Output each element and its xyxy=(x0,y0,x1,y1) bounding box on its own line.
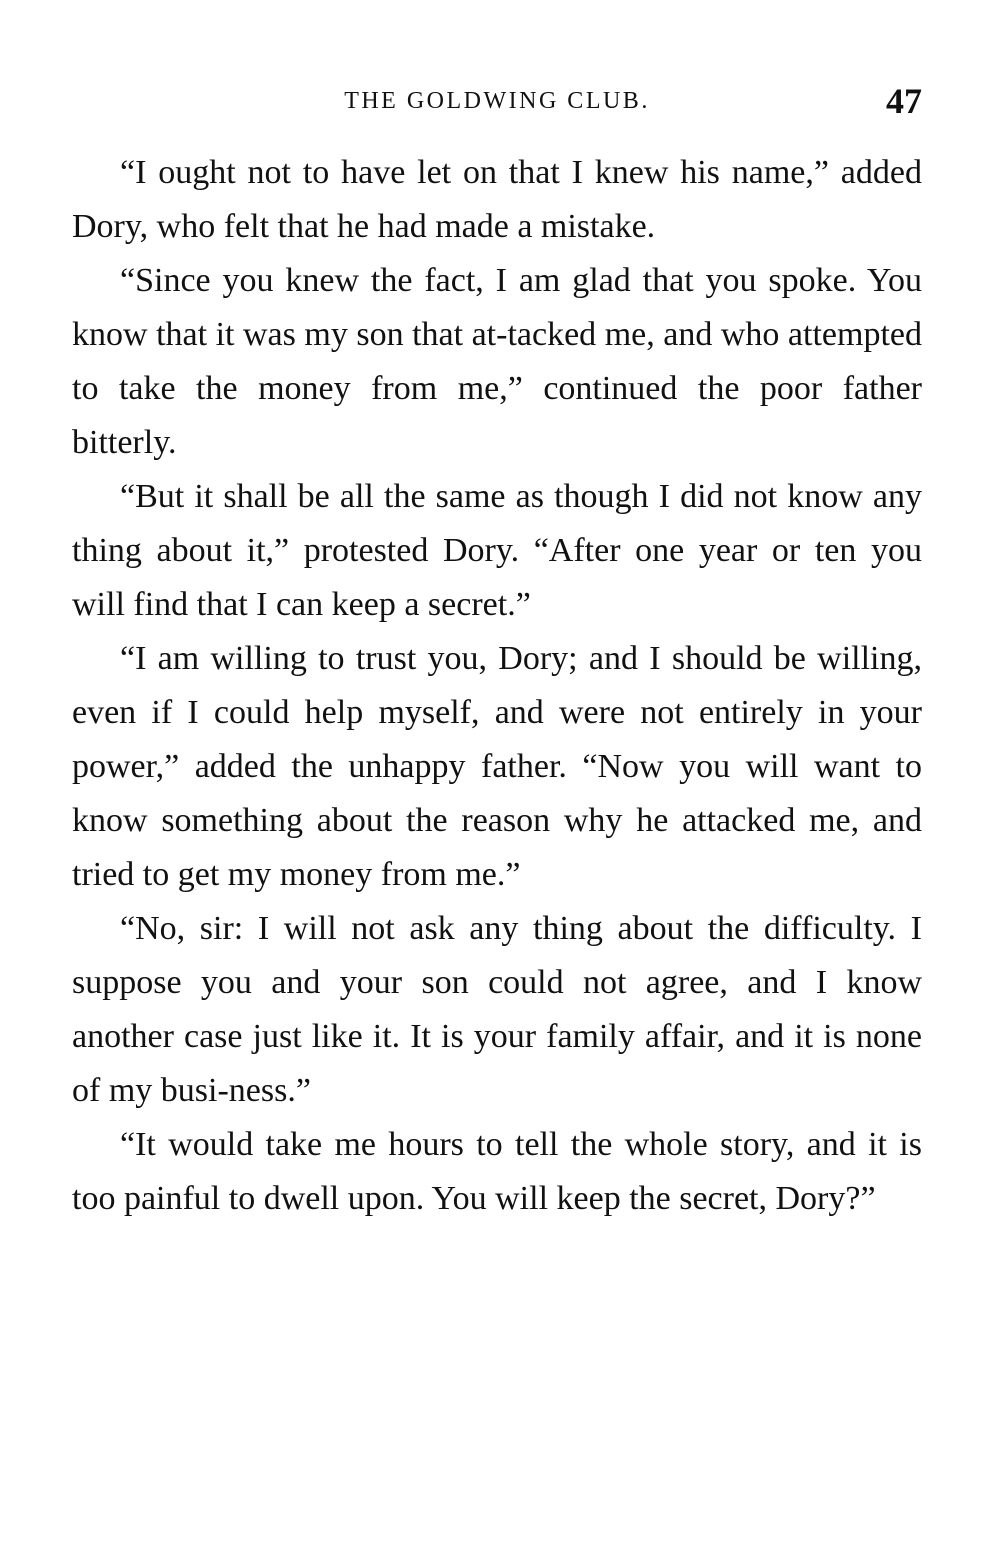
running-head xyxy=(72,78,922,128)
paragraph-3: “But it shall be all the same as though I did not know any thing about it,” protested Dory. “After one year or ten you will find that I can keep a secret.” xyxy=(72,478,922,623)
running-title: THE GOLDWING CLUB. xyxy=(344,88,650,114)
body-text xyxy=(72,146,922,1226)
paragraph-1: “I ought not to have let on that I knew his name,” added Dory, who felt that he had made a mistake. xyxy=(72,154,922,245)
paragraph-6: “It would take me hours to tell the whole story, and it is too painful to dwell upon. You will keep the secret, Dory?” xyxy=(72,1126,922,1217)
page-number: 47 xyxy=(886,81,922,121)
paragraph-5: “No, sir: I will not ask any thing about the difficulty. I suppose you and your son could not agree, and I know another case just like it. It is your family affair, and it is none of my busi-ness.” xyxy=(72,910,922,1109)
paragraph-2: “Since you knew the fact, I am glad that you spoke. You know that it was my son that at-tacked me, and who attempted to take the money from me,” continued the poor father bitterly. xyxy=(72,262,922,461)
paragraph-4: “I am willing to trust you, Dory; and I should be willing, even if I could help myself, and were not entirely in your power,” added the unhappy father. “Now you will want to know something about the reason why he attacked me, and tried to get my money from me.” xyxy=(72,640,922,893)
book-page xyxy=(72,78,922,1226)
